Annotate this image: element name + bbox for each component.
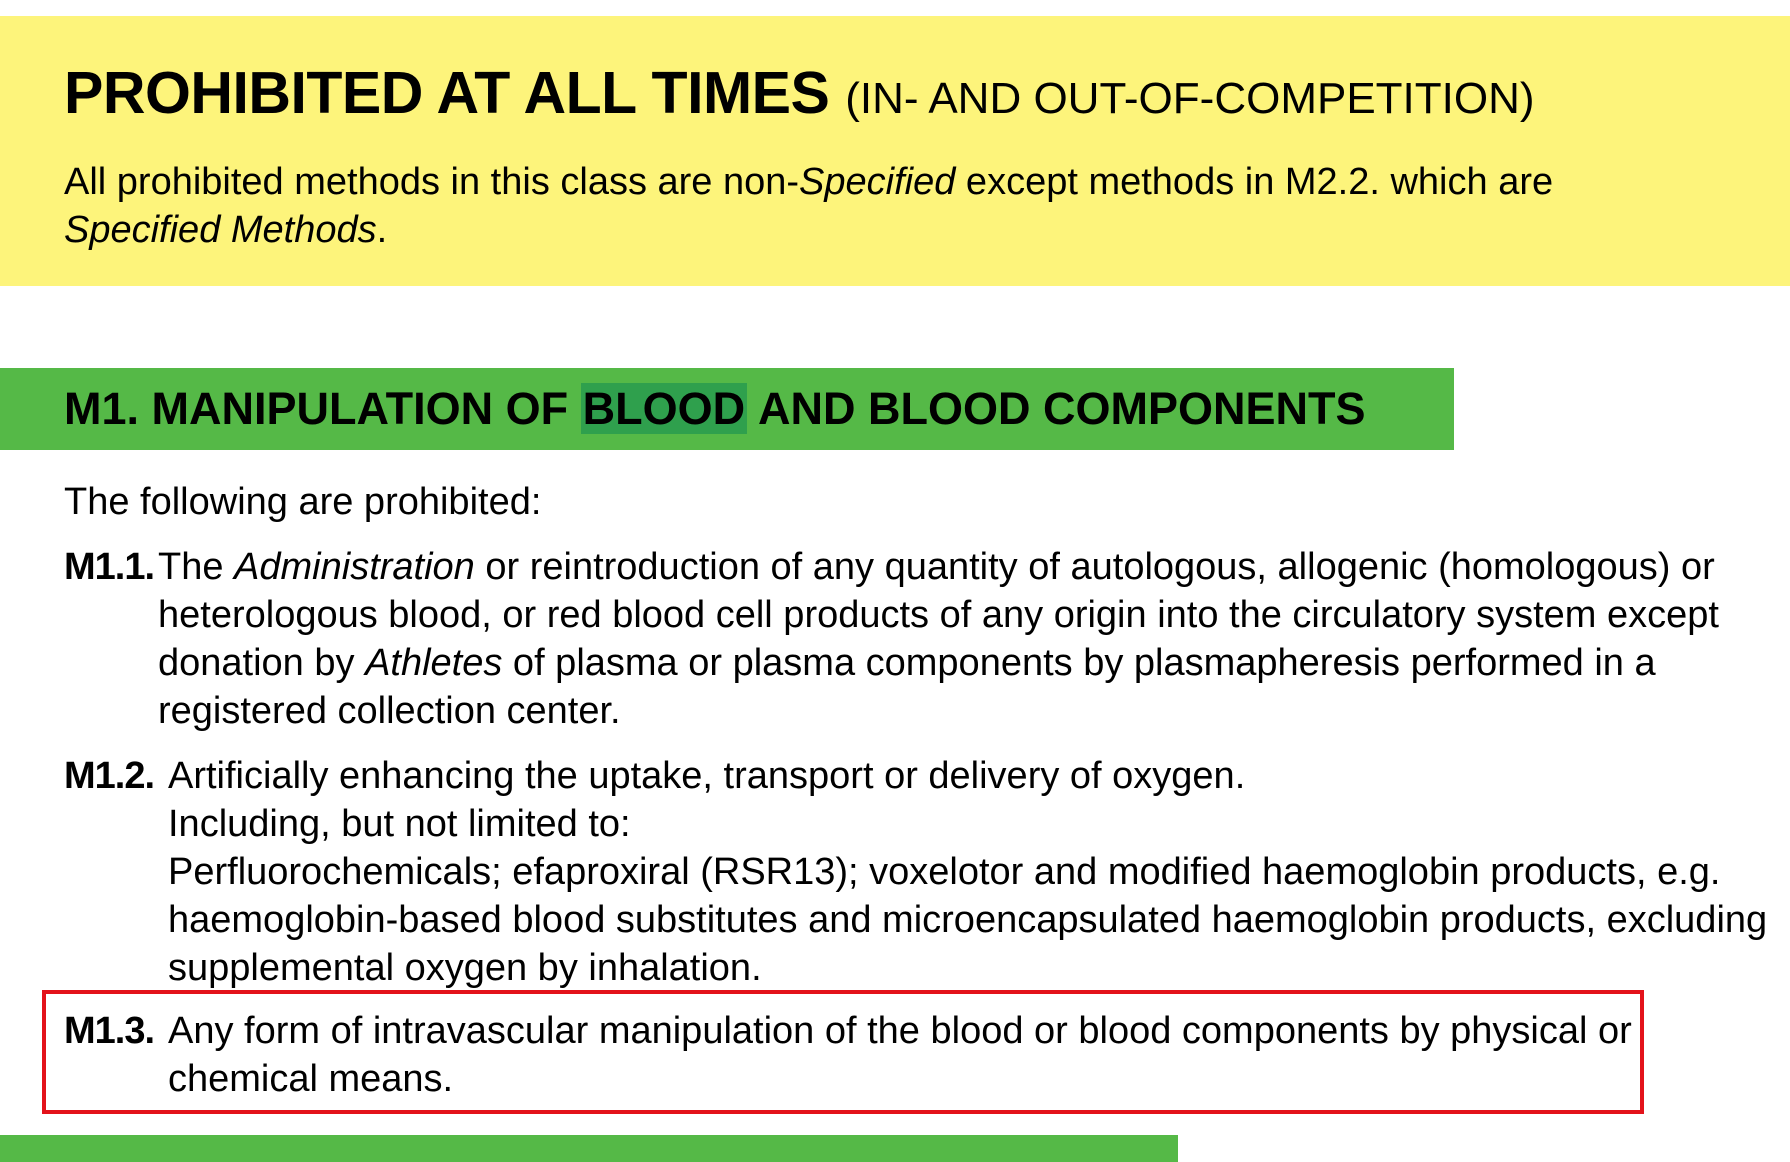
- item-body: Any form of intravascular manipulation of the blood or blood components by physical or chemical means.: [168, 1010, 1632, 1100]
- banner-text-part: except methods in M2.2. which are: [955, 161, 1554, 203]
- item-code: M1.2.: [64, 755, 155, 797]
- item-text: The: [158, 546, 235, 588]
- item-code: M1.3.: [64, 1010, 155, 1052]
- banner-text-part: .: [376, 209, 388, 251]
- next-section-header-bar: [0, 1135, 1178, 1162]
- item-code: M1.1.: [64, 546, 155, 588]
- section-title: [64, 378, 1366, 440]
- item-text: of plasma or plasma components by plasmapheresis performed in a registered collection center.: [158, 642, 1656, 732]
- item-text: or reintroduction of any quantity of autologous, allogenic (homologous) or heterologous blood, or red blood cell products of any origin into the circulatory system except donation by: [158, 546, 1719, 684]
- section-intro: The following are prohibited:: [64, 481, 542, 523]
- item-body: [158, 543, 1778, 735]
- item-text-italic: Athletes: [365, 642, 503, 684]
- item-body: [168, 752, 1768, 992]
- section-title-part: AND BLOOD COMPONENTS: [747, 383, 1366, 434]
- banner-text-italic: Specified Methods: [64, 209, 377, 251]
- banner-title-main: PROHIBITED AT ALL TIMES: [64, 60, 830, 126]
- item-line: Perfluorochemicals; efaproxiral (RSR13); voxelotor and modified haemoglobin products, e.g. haemoglobin-based blood substitutes and microencapsulated haemoglobin products, excluding supplemental oxygen by inhalation.: [168, 851, 1768, 989]
- section-title-part: M1. MANIPULATION OF: [64, 383, 581, 434]
- item-text-italic: Administration: [234, 546, 475, 588]
- item-line: Artificially enhancing the uptake, transport or delivery of oxygen.: [168, 755, 1246, 797]
- banner-text-italic: Specified: [799, 161, 956, 203]
- item-line: Including, but not limited to:: [168, 803, 631, 845]
- banner-title-sub: (IN- AND OUT-OF-COMPETITION): [845, 74, 1535, 123]
- banner-description: [64, 158, 1704, 254]
- search-highlight: BLOOD: [582, 383, 746, 434]
- banner-title: [64, 58, 1535, 134]
- banner-text-part: All prohibited methods in this class are non-: [64, 161, 800, 203]
